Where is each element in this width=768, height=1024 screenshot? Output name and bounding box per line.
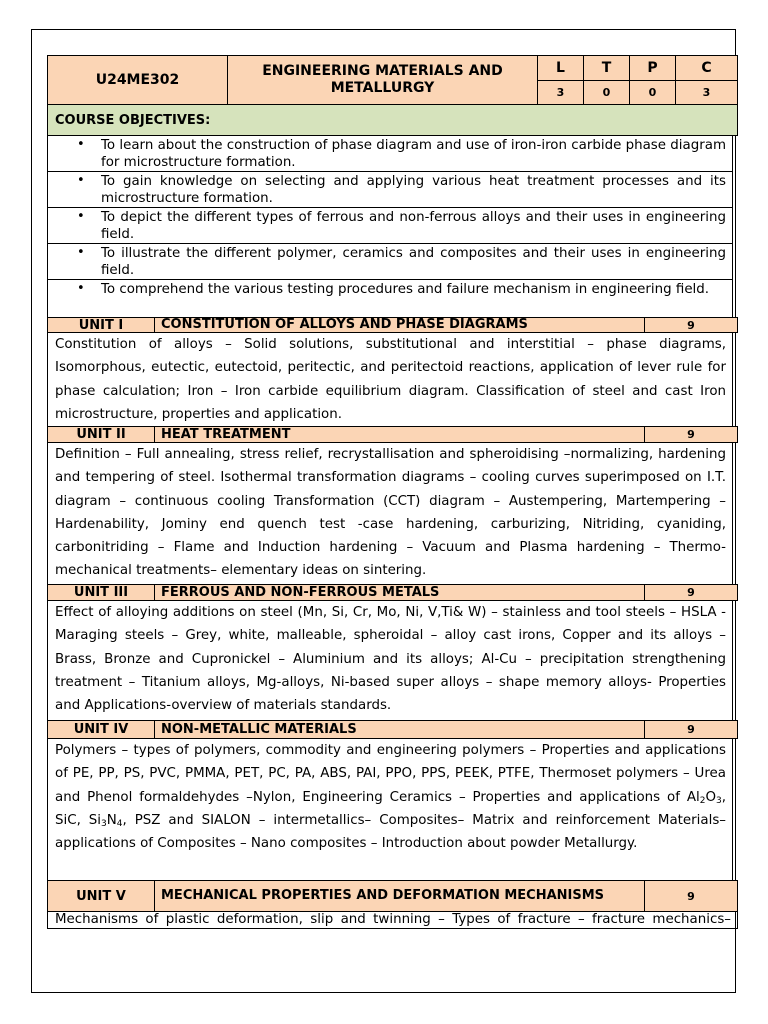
bullet-icon: •: [77, 281, 85, 296]
unit-4-text-part: , PSZ and SIALON – intermetallics– Composites– Matrix and reinforcement Materials– applications of Composites – Nano composites – Introduction about powder Metallurgy.: [55, 812, 726, 852]
bullet-icon: •: [77, 245, 85, 260]
subscript: 2: [699, 795, 706, 806]
unit-1-hours: 9: [644, 317, 738, 333]
objective-text: To learn about the construction of phase diagram and use of iron-iron carbide phase diagram for microstructure formation.: [101, 138, 726, 170]
unit-4-text-part: , SiC, Si: [55, 789, 726, 828]
ltpc-label-t: T: [583, 55, 630, 81]
objective-item: [47, 243, 733, 280]
unit-4-title: NON-METALLIC MATERIALS: [154, 720, 645, 739]
course-title: ENGINEERING MATERIALS AND METALLURGY: [227, 55, 538, 105]
unit-1-content-cell: [47, 332, 733, 427]
unit-4-content: [48, 739, 732, 855]
subscript: 3: [101, 818, 107, 829]
unit-5-hours: 9: [644, 880, 738, 912]
unit-4-text-part: N: [106, 812, 117, 828]
unit-4-content-cell: [47, 738, 733, 881]
ltpc-value-c: 3: [675, 80, 738, 105]
unit-1-title: CONSTITUTION OF ALLOYS AND PHASE DIAGRAMS: [154, 317, 645, 333]
subscript: 4: [116, 818, 123, 829]
unit-1-content: Constitution of alloys – Solid solutions, substitutional and interstitial – phase diagrams, Isomorphous, eutectic, eutectoid, peritectic, and peritectoid reactions, application of lever rule for phase calculation; Iron – Iron carbide equilibrium diagram. Classification of steel and cast Iron microstructure, properties and application.: [55, 337, 726, 422]
unit-2-content: Definition – Full annealing, stress relief, recrystallisation and spheroidising –normalizing, hardening and tempering of steel. Isothermal transformation diagrams – cooling curves superimposed on I.T. diagram – continuous cooling Transformation (CCT) diagram – Austempering, Martempering – Hardenability, Jominy end quench test -case hardening, carburizing, Nitriding, cyaniding, carbonitriding – Flame and Induction hardening – Vacuum and Plasma hardening – Thermo-mechanical treatments– elementary ideas on sintering.: [55, 447, 726, 579]
ltpc-label-p: P: [629, 55, 676, 81]
objective-text: To comprehend the various testing procedures and failure mechanism in engineering field.: [101, 282, 710, 297]
course-code: U24ME302: [47, 55, 228, 105]
unit-5-title: MECHANICAL PROPERTIES AND DEFORMATION MECHANISMS: [154, 880, 645, 912]
unit-5-content: Mechanisms of plastic deformation, slip and twinning – Types of fracture – fracture mechanics–: [55, 912, 731, 927]
unit-3-content: Effect of alloying additions on steel (Mn, Si, Cr, Mo, Ni, V,Ti& W) – stainless and tool steels – HSLA - Maraging steels – Grey, white, malleable, spheroidal – alloy cast irons, Copper and its alloys – Brass, Bronze and Cupronickel – Aluminium and its alloys; Al-Cu – precipitation strengthening treatment – Titanium alloys, Mg-alloys, Ni-based super alloys – shape memory alloys- Properties and Applications-overview of materials standards.: [55, 605, 726, 714]
bullet-icon: •: [77, 173, 85, 188]
unit-4-label: UNIT IV: [47, 720, 155, 739]
objective-item: [47, 171, 733, 208]
objective-text: To depict the different types of ferrous and non-ferrous alloys and their uses in engineering field.: [101, 210, 726, 242]
bullet-icon: •: [77, 209, 85, 224]
unit-4-text-part: O: [705, 789, 716, 805]
ltpc-value-l: 3: [537, 80, 584, 105]
objective-item: [47, 207, 733, 244]
unit-3-label: UNIT III: [47, 584, 155, 601]
unit-3-title: FERROUS AND NON-FERROUS METALS: [154, 584, 645, 601]
ltpc-value-p: 0: [629, 80, 676, 105]
objective-item: [47, 279, 733, 318]
objective-text: To illustrate the different polymer, ceramics and composites and their uses in engineering field.: [101, 246, 726, 278]
unit-2-label: UNIT II: [47, 426, 155, 443]
unit-3-hours: 9: [644, 584, 738, 601]
bullet-icon: •: [77, 137, 85, 152]
unit-5-content-cell: [47, 911, 738, 929]
ltpc-value-t: 0: [583, 80, 630, 105]
unit-4-hours: 9: [644, 720, 738, 739]
ltpc-label-c: C: [675, 55, 738, 81]
ltpc-label-l: L: [537, 55, 584, 81]
unit-1-label: UNIT I: [47, 317, 155, 333]
objective-text: To gain knowledge on selecting and applying various heat treatment processes and its microstructure formation.: [101, 174, 726, 206]
subscript: 3: [716, 795, 722, 806]
unit-2-content-cell: [47, 442, 733, 585]
objective-item: [47, 135, 733, 172]
unit-5-label: UNIT V: [47, 880, 155, 912]
objectives-heading: COURSE OBJECTIVES:: [47, 104, 738, 136]
unit-4-text-part: Polymers – types of polymers, commodity and engineering polymers – Properties and applications of PE, PP, PS, PVC, PMMA, PET, PC, PA, ABS, PAI, PPO, PPS, PEEK, PTFE, Thermoset polymers – Urea and Phenol formaldehydes –Nylon, Engineering Ceramics – Properties and applications of Al: [55, 743, 726, 805]
unit-2-hours: 9: [644, 426, 738, 443]
unit-3-content-cell: [47, 600, 733, 721]
unit-2-title: HEAT TREATMENT: [154, 426, 645, 443]
